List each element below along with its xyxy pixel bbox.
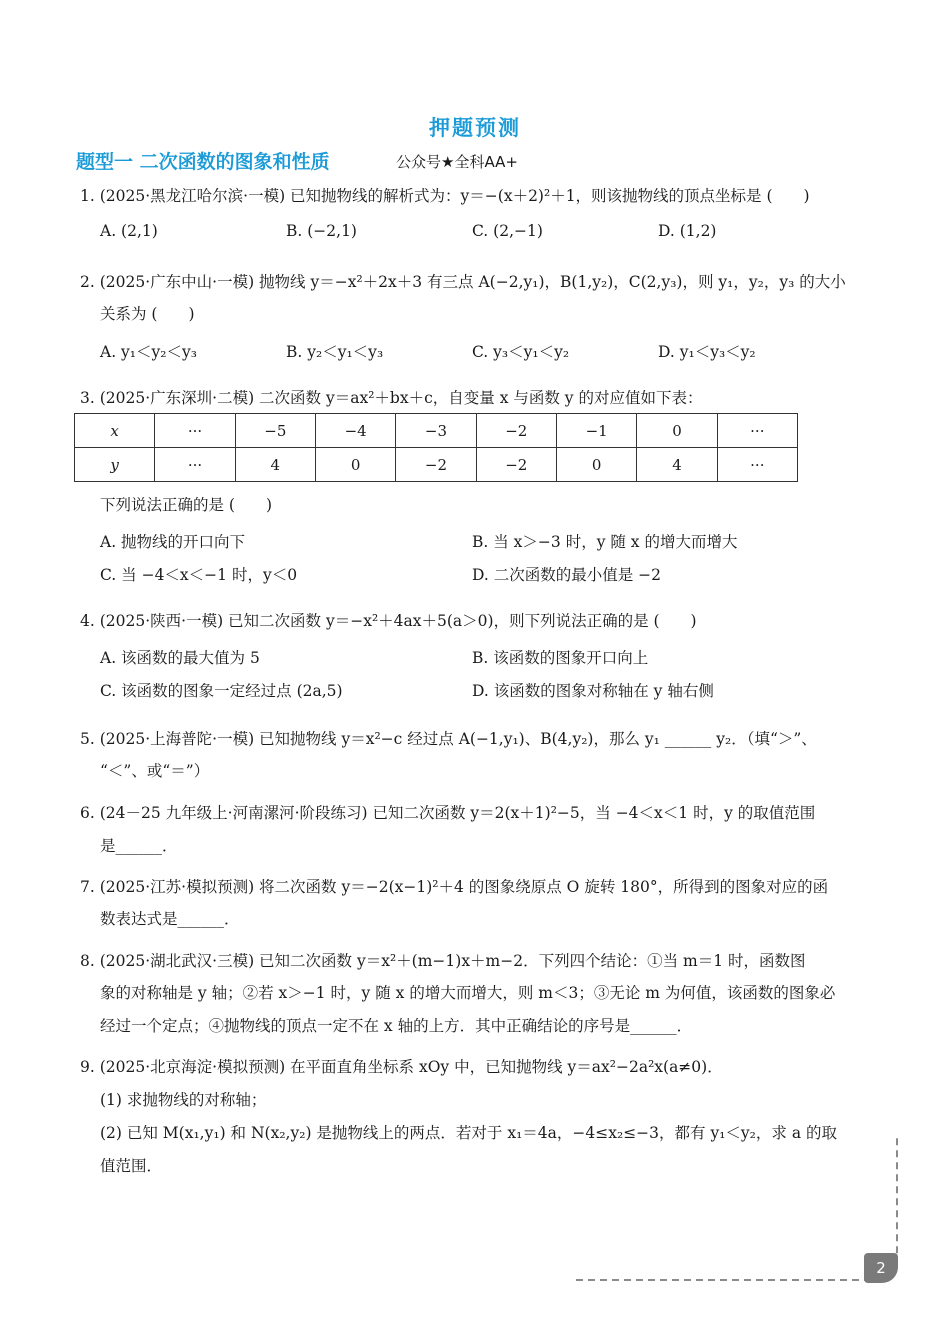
q7-stem-line2: 数表达式是______．	[100, 910, 240, 928]
q1-option-b: B. (−2,1)	[286, 222, 357, 240]
q2-option-a: A. y₁＜y₂＜y₃	[100, 343, 197, 361]
page-title: 押题预测	[429, 116, 521, 140]
q3-option-b: B. 当 x＞−3 时，y 随 x 的增大而增大	[472, 533, 738, 551]
q2-stem-line1: 2. (2025·广东中山·一模) 抛物线 y＝−x²＋2x＋3 有三点 A(−2,y₁)，B(1,y₂)，C(2,y₃)，则 y₁，y₂，y₃ 的大小	[80, 273, 846, 291]
table-cell: −5	[235, 414, 315, 448]
q7-stem-line1: 7. (2025·江苏·模拟预测) 将二次函数 y＝−2(x−1)²＋4 的图象绕原点 O 旋转 180°，所得到的图象对应的函	[80, 878, 829, 896]
q9-part1: (1) 求抛物线的对称轴；	[100, 1091, 267, 1109]
table-cell: −3	[396, 414, 476, 448]
q4-stem: 4. (2025·陕西·一模) 已知二次函数 y＝−x²＋4ax＋5(a＞0)，则下列说法正确的是 ( )	[80, 612, 697, 630]
q5-stem-line1: 5. (2025·上海普陀·一模) 已知抛物线 y＝x²−c 经过点 A(−1,y₁)、B(4,y₂)，那么 y₁ ______ y₂．（填“＞”、	[80, 730, 817, 748]
table-row	[75, 414, 798, 448]
q4-option-c: C. 该函数的图象一定经过点 (2a,5)	[100, 682, 343, 700]
q1-stem: 1. (2025·黑龙江哈尔滨·一模) 已知抛物线的解析式为：y＝−(x＋2)²＋1，则该抛物线的顶点坐标是 ( )	[80, 187, 810, 205]
table-cell: ···	[717, 414, 797, 448]
q2-stem-line2: 关系为 ( )	[100, 305, 195, 323]
q5-stem-line2: “＜”、或“＝”）	[100, 762, 210, 780]
q6-stem-line1: 6. (24－25 九年级上·河南漯河·阶段练习) 已知二次函数 y＝2(x＋1)²−5，当 −4＜x＜1 时，y 的取值范围	[80, 804, 816, 822]
page-number: 2	[864, 1253, 898, 1283]
q8-stem-line3: 经过一个定点；④抛物线的顶点一定不在 x 轴的上方．其中正确结论的序号是______．	[100, 1017, 693, 1035]
q2-option-c: C. y₃＜y₁＜y₂	[472, 343, 570, 361]
q9-part2-line1: (2) 已知 M(x₁,y₁) 和 N(x₂,y₂) 是抛物线上的两点．若对于 x₁＝4a，−4≤x₂≤−3，都有 y₁＜y₂，求 a 的取	[100, 1124, 837, 1142]
q4-option-b: B. 该函数的图象开口向上	[472, 649, 649, 667]
table-cell: y	[75, 448, 155, 482]
q4-option-a: A. 该函数的最大值为 5	[100, 649, 260, 667]
q3-option-a: A. 抛物线的开口向下	[100, 533, 246, 551]
q3-value-table	[74, 413, 798, 482]
table-cell: −2	[476, 448, 556, 482]
table-cell: 0	[556, 448, 636, 482]
table-row	[75, 448, 798, 482]
table-cell: 4	[235, 448, 315, 482]
q1-option-c: C. (2,−1)	[472, 222, 543, 240]
table-cell: 0	[637, 414, 717, 448]
q9-stem: 9. (2025·北京海淀·模拟预测) 在平面直角坐标系 xOy 中，已知抛物线 y＝ax²−2a²x(a≠0)．	[80, 1058, 723, 1076]
table-cell: −2	[396, 448, 476, 482]
table-cell: 4	[637, 448, 717, 482]
q2-option-d: D. y₁＜y₃＜y₂	[658, 343, 756, 361]
q4-option-d: D. 该函数的图象对称轴在 y 轴右侧	[472, 682, 714, 700]
table-cell: ···	[155, 414, 235, 448]
table-cell: ···	[155, 448, 235, 482]
q3-prompt: 下列说法正确的是 ( )	[100, 496, 273, 514]
page-corner-decoration	[576, 1134, 898, 1282]
q8-stem-line1: 8. (2025·湖北武汉·三模) 已知二次函数 y＝x²＋(m−1)x＋m−2．下列四个结论：①当 m＝1 时，函数图	[80, 952, 806, 970]
q6-stem-line2: 是______．	[100, 837, 178, 855]
section-heading: 题型一 二次函数的图象和性质	[76, 151, 330, 173]
q9-part2-line2: 值范围．	[100, 1157, 163, 1175]
table-cell: ···	[717, 448, 797, 482]
q3-option-c: C. 当 −4＜x＜−1 时，y＜0	[100, 566, 298, 584]
table-cell: x	[75, 414, 155, 448]
q3-stem: 3. (2025·广东深圳·二模) 二次函数 y＝ax²＋bx＋c，自变量 x 与函数 y 的对应值如下表：	[80, 389, 703, 407]
q3-option-d: D. 二次函数的最小值是 −2	[472, 566, 662, 584]
q1-option-a: A. (2,1)	[100, 222, 158, 240]
table-cell: −2	[476, 414, 556, 448]
table-cell: −1	[556, 414, 636, 448]
q2-option-b: B. y₂＜y₁＜y₃	[286, 343, 384, 361]
q8-stem-line2: 象的对称轴是 y 轴；②若 x＞−1 时，y 随 x 的增大而增大，则 m＜3；③无论 m 为何值，该函数的图象必	[100, 984, 836, 1002]
table-cell: 0	[315, 448, 395, 482]
q1-option-d: D. (1,2)	[658, 222, 717, 240]
table-cell: −4	[315, 414, 395, 448]
section-extra-note: 公众号★全科AA+	[396, 153, 518, 171]
